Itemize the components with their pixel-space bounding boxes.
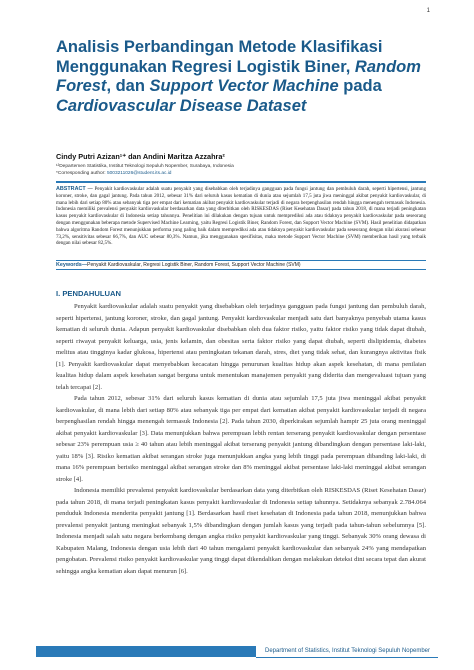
paragraph: Indonesia memiliki prevalensi penyakit kardiovaskular berdasarkan data yang diterbitkan oleh RISKESDAS (Riset Kesehatan Dasar) pada tahun 2018, di mana terjadi peningkatan kasus penyakit kardiovaskular di Indonesia setiap tahunnya. Setidaknya sebanyak 2.784.064 penduduk Indonesia menderita penyakit jantung [1]. Berdasarkan hasil riset kesehatan di Indonesia pada tahun 2018, menunjukkan bahwa prevalensi penyakit jantung meningkat sebanyak 1,5% dibandingkan dengan jumlah kasus yang terjadi pada tahun-tahun sebelumnya [5]. Indonesia menjadi salah satu negara berkembang dengan angka risiko penyakit kardiovaskular yang tinggi. Sebanyak 30% orang dewasa di Kabupaten Malang, Indonesia dengan usia lebih dari 40 tahun mengalami penyakit kardiovaskular dan sebanyak 24% yang mendapatkan pengobatan. Prevalensi risiko penyakit kardiovaskular yang tinggi dapat dikendalikan dengan melakukan deteksi dini secara tepat dan akurat sehingga angka kematian akan dapat menurun [6]. <box>56 487 426 575</box>
keywords <box>56 262 426 270</box>
keywords-separator: — <box>81 262 88 268</box>
title-part-2: Random Forest <box>56 57 421 95</box>
paper-title <box>56 38 436 116</box>
footer-color-block <box>36 646 256 657</box>
title-part-6: Cardiovascular Disease Dataset <box>56 96 307 115</box>
page-number: 1 <box>426 8 430 14</box>
footer-rule <box>256 657 438 658</box>
paragraph: Pada tahun 2012, sebesar 31% dari seluruh kasus kematian di dunia atau sejumlah 17,5 juta jiwa meninggal akibat penyakit kardiovaskular, di mana lebih dari setiap 80% atau sebanyak tiga per empat dari kematian akibat penyakit kardiovaskular terjadi di negara berpenghasilan rendah hingga menengah termasuk Indonesia [2]. Pada tahun 2030, diperkirakan sejumlah hampir 25 juta orang meninggal akibat penyakit kardiovaskular [3]. Data menunjukkan bahwa perempuan lebih rentan terserang penyakit kardiovaskular dengan persentase sebesar 23% perempuan usia ≥ 40 tahun atau lebih meninggal akibat terserang penyakit jantung dibandingkan dengan persentase laki-laki, yaitu 18% [3]. Risiko kematian akibat serangan stroke juga menunjukkan angka yang lebih tinggi pada perempuan dibanding laki-laki, di mana 16% perempuan berisiko meninggal akibat serangan stroke dan 8% meninggal akibat persentase laki-laki meninggal akibat serangan stroke [4]. <box>56 395 426 483</box>
abstract-separator: — <box>85 186 93 192</box>
keywords-text: Penyakit Kardiovaskular, Regresi Logistik Biner, Random Forest, Support Vector Machine (SVM) <box>87 262 301 268</box>
corresponding-label: *Corresponding author: <box>56 170 107 176</box>
title-part-3: , dan <box>106 77 150 95</box>
title-part-4: Support Vector Machine <box>149 77 339 95</box>
section-heading: I. PENDAHULUAN <box>56 289 121 298</box>
title-part-1: Analisis Perbandingan Metode Klasifikasi Menggunakan Regresi Logistik Biner, <box>56 38 383 76</box>
body-text <box>56 301 426 631</box>
author-email-link[interactable]: 5003211026@student.its.ac.id <box>106 170 172 176</box>
abstract <box>56 181 426 261</box>
corresponding-author <box>56 171 234 178</box>
abstract-label: ABSTRACT <box>56 186 86 192</box>
footer <box>0 646 474 657</box>
affiliation-line: ¹²Departemen Statistika, Institut Teknologi Sepuluh Nopember, Surabaya, Indonesia <box>56 164 234 169</box>
footer-text: Department of Statistics, Institut Teknologi Sepuluh Nopember <box>265 648 430 654</box>
keywords-label: Keywords <box>56 262 82 268</box>
affiliation <box>56 164 234 178</box>
abstract-text: Penyakit kardiovaskular adalah suatu penyakit yang disebabkan oleh terjadinya gangguan pada fungsi jantung dan pembuluh darah, seperti hipertensi, jantung koroner, stroke, dan gagal jantung. Pada tahun 2012, sebesar 31% dari seluruh kasus kematian di dunia atau sejumlah 17,5 juta jiwa meninggal akibat penyakit kardiovaskular, di mana lebih dari setiap 80% atau sebanyak tiga per empat dari kematian akibat penyakit kardiovaskular terjadi di negara berpenghasilan rendah hingga menengah termasuk Indonesia. Indonesia memiliki prevalensi penyakit kardiovaskular berdasarkan data yang diterbitkan oleh RISKESDAS (Riset Kesehatan Dasar) pada tahun 2018, di mana terjadi peningkatan kasus penyakit kardiovaskular di Indonesia setiap tahunnya. Penelitian ini dilakukan dengan tujuan untuk memprediksi ada atau tidaknya penyakit kardiovaskular pada seseorang dengan menggunakan beberapa metode Supervised Machine Learning, yaitu Regresi Logistik Biner, Random Forest, dan Support Vector Machine (SVM). Hasil penelitian didapatkan bahwa algoritma Random Forest menunjukkan performa yang paling baik dalam memprediksi ada atau tidaknya penyakit kardiovaskular pada seseorang dengan nilai akurasi sebesar 73,2%, sensitivitas sebesar 66,7%, dan AUC sebesar 80,3%. Namun, jika menggunakan spesifisitas, maka metode Support Vector Machine (SVM) memberikan hasil yang terbaik dengan nilai sebesar 82,5%. <box>56 186 426 247</box>
title-part-5: pada <box>338 77 382 95</box>
paragraph: Penyakit kardiovaskular adalah suatu penyakit yang disebabkan oleh terjadinya gangguan pada fungsi jantung dan pembuluh darah, seperti hipertensi, jantung koroner, stroke, dan gagal jantung. Penyakit kardiovaskular menjadi satu dari banyaknya penyebab utama kasus kematian di seluruh dunia. Adapun penyakit kardiovaskular disebabkan oleh dua faktor risiko, yaitu faktor risiko yang tidak dapat diubah, seperti riwayat penyakit keluarga, usia, jenis kelamin, dan obesitas serta faktor risiko yang dapat diubah, seperti dislipidemia, diabetes melitus atau tingginya kadar glukosa, hipertensi atau peningkatan tekanan darah, stres, diet yang tidak sehat, dan kurangnya aktivitas fisik [1]. Penyakit kardiovaskular dapat menyebabkan kecacatan hingga penurunan kualitas hidup akan aspek kesehatan, di mana penilaian kualitas hidup dalam aspek kesehatan sangat berguna untuk menentukan manajemen penyakit yang diderita dan mengevaluasi tujuan yang telah tercapai [2]. <box>56 303 426 391</box>
authors: Cindy Putri Azizan¹⁺ dan Andini Maritza Azzahra² <box>56 152 225 161</box>
